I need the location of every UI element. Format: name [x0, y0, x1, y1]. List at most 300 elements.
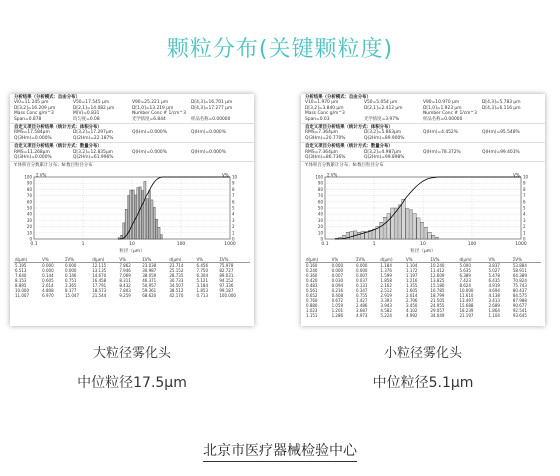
histogram-bar	[151, 200, 153, 239]
result-cell: D[3,2]=4.987μm	[364, 149, 402, 155]
y-axis-label: V%	[513, 172, 520, 178]
table-cell: 0.000	[42, 262, 54, 268]
result-section	[301, 124, 545, 143]
result-cell: D[4,3]=16.701 μm	[191, 100, 233, 106]
table-header: d(μm)	[379, 257, 405, 263]
result-cell: Q(Hm)=78.372%	[423, 149, 461, 155]
table-cell: 0.760	[306, 297, 318, 303]
table-cell: 1.172	[406, 267, 418, 273]
result-cell: Q(Hm)=95.548%	[482, 130, 520, 136]
histogram-bar	[156, 219, 158, 239]
table-cell: 18.239	[459, 307, 474, 313]
histogram-bar	[139, 187, 141, 239]
table-cell: 6.435	[488, 277, 500, 283]
y-tick-label: 30	[26, 217, 32, 223]
table-cell: 0.713	[196, 292, 208, 298]
result-cell: V90=25.221 μm	[132, 100, 169, 106]
table-cell: 5.224	[380, 312, 392, 318]
histogram-bar	[146, 199, 148, 239]
table-cell: 46.371	[142, 277, 157, 283]
table-cell: 28.735	[169, 272, 184, 278]
table-cell: 1.858	[380, 277, 392, 283]
table-cell: 2.919	[380, 292, 392, 298]
table-cell: 21.544	[92, 292, 107, 298]
table-cell: 5.027	[488, 267, 500, 273]
table-cell: 6.456	[196, 262, 208, 268]
result-cell: Q(2Hm)=22.187%	[73, 135, 114, 141]
table-cell: 13.135	[92, 267, 107, 273]
y-tick-label: 2	[232, 223, 235, 229]
y-tick-label: 100	[24, 174, 32, 180]
table-cell: 7.862	[119, 262, 131, 268]
report-small-nozzle	[301, 94, 545, 326]
x-axis-label: 粒径（μm）	[410, 248, 436, 254]
table-cell: 0.037	[356, 277, 368, 283]
table-header: ΣV%	[141, 257, 168, 263]
result-cell: D[3,2]=12.835μm	[73, 149, 113, 155]
table-header: V%	[118, 257, 141, 263]
table-cell: 1.023	[306, 307, 318, 313]
x-tick-label: 10	[129, 241, 135, 247]
table-cell: 1.104	[406, 262, 418, 268]
table-cell: 0.880	[306, 302, 318, 308]
table-cell: 7.640	[15, 272, 27, 278]
table-cell: 0.605	[42, 277, 54, 283]
result-cell: 样品名称=0.00000	[423, 116, 463, 122]
table-cell: 90.677	[512, 302, 527, 308]
table-cell: 12.609	[430, 272, 445, 278]
result-cell	[132, 155, 191, 160]
y-tick-label: 1	[232, 230, 235, 236]
footer-institution	[0, 440, 560, 460]
median-small-nozzle: 中位粒径5.1μm	[372, 375, 474, 391]
histogram-bar	[160, 235, 162, 239]
histogram-bar	[153, 207, 155, 239]
result-cell: D[3,2]=17.297μm	[73, 130, 113, 136]
table-cell: 34.507	[169, 282, 184, 288]
table-cell: 21.197	[459, 312, 474, 318]
result-cell: 均匀度=0.08	[73, 116, 100, 122]
result-cell: V50=17.545 μm	[73, 100, 110, 106]
table-cell: 21.505	[430, 297, 445, 303]
result-cell: Number Conc # 1/cm^3	[423, 111, 477, 117]
result-cell: Q(3Hm)=20.770%	[305, 135, 346, 141]
table-cell: 64.389	[512, 272, 527, 278]
table-cell: 0.007	[331, 272, 344, 278]
result-section	[10, 143, 254, 162]
table-cell: 16.785	[430, 287, 445, 293]
table-cell: 5.195	[15, 262, 27, 268]
table-cell: 4.919	[488, 282, 500, 288]
x-tick-label: 0.1	[321, 241, 329, 247]
y-tick-label: 90	[26, 180, 32, 186]
histogram-bar	[123, 223, 125, 239]
y-tick-label: 30	[317, 217, 323, 223]
table-header: ΣV%	[512, 257, 541, 263]
table-cell: 0.000	[356, 267, 368, 273]
table-cell: 15.688	[459, 302, 474, 308]
result-cell: Q(Hm)=0.000%	[191, 149, 226, 155]
result-cell: Mass Conc g/m^3	[305, 111, 345, 117]
data-table	[14, 257, 250, 298]
table-cell: 1.286	[331, 312, 344, 318]
y-tick-label: 50	[317, 205, 323, 211]
x-tick-label: 0.1	[30, 241, 38, 247]
y-tick-label: 100	[315, 174, 323, 180]
histogram-bar	[144, 181, 146, 239]
table-cell: 1.059	[331, 302, 344, 308]
table-cell: 5.121	[196, 277, 208, 283]
table-cell: 0.000	[331, 262, 344, 268]
table-cell: 23.038	[142, 262, 157, 268]
table-header: ΣV%	[429, 257, 458, 263]
distribution-chart	[305, 173, 541, 255]
table-cell: 0.408	[331, 292, 344, 298]
table-cell: 0.360	[306, 272, 318, 278]
y-tick-label: 70	[317, 192, 323, 198]
result-cell: Q(3Hm)=86.736%	[305, 155, 346, 161]
table-cell: 29.057	[430, 307, 445, 313]
data-table	[305, 257, 541, 318]
table-header: ΣV%	[355, 257, 379, 263]
caption-small-nozzle: 小粒径雾化头	[383, 346, 462, 361]
table-cell: 82.727	[219, 267, 234, 273]
y-tick-label: 3	[523, 217, 526, 223]
histogram-bar	[413, 213, 416, 238]
table-cell: 30.733	[169, 277, 184, 283]
y-tick-label: 40	[26, 211, 32, 217]
y-tick-label: 70	[26, 192, 32, 198]
result-cell: V10=1.970 μm	[305, 100, 339, 106]
table-header: d(μm)	[305, 257, 331, 263]
table-cell: 8.311	[119, 277, 131, 283]
histogram-bar	[428, 232, 431, 239]
table-cell: 89.031	[219, 272, 234, 278]
y-tick-label: 6	[523, 199, 526, 205]
result-section	[301, 94, 545, 124]
y-tick-label: 7	[232, 192, 235, 198]
table-cell: 30.987	[142, 267, 157, 273]
histogram-bar	[391, 208, 394, 239]
table-cell: 7.803	[119, 287, 131, 293]
table-cell: 24.955	[430, 302, 445, 308]
table-cell: 92.541	[512, 307, 527, 313]
table-cell: 75.978	[219, 262, 234, 268]
table-cell: 18.799	[430, 292, 445, 298]
table-cell: 11.412	[430, 267, 445, 273]
section-heading: 自定义项目分析结果（统计方式：体积分布）	[14, 125, 102, 131]
table-cell: 0.160	[306, 262, 318, 268]
result-cell: D[4,3]=17.277 μm	[191, 105, 233, 111]
table-cell: 0.751	[65, 277, 77, 283]
y-tick-label: 20	[317, 223, 323, 229]
table-cell: 4.138	[488, 292, 500, 298]
result-cell: D[1,0]=1.923 μm	[423, 105, 462, 111]
x-axis-label: 粒径（μm）	[119, 248, 145, 254]
y-tick-label: 6	[232, 199, 235, 205]
x-tick-label: 1	[81, 241, 85, 247]
histogram-bar	[424, 227, 427, 239]
table-cell: 0.216	[331, 287, 344, 293]
table-cell: 8.153	[15, 277, 27, 283]
table-row	[14, 293, 250, 298]
table-cell: 0.000	[42, 267, 54, 273]
table-cell: 3.184	[196, 282, 208, 288]
table-cell: 6.304	[196, 272, 208, 278]
result-cell: D[4,3]=6.116 μm	[482, 105, 521, 111]
result-cell: RMS=7.364μm	[305, 149, 338, 155]
table-cell: 3.413	[488, 297, 500, 303]
table-cell: 0.000	[65, 267, 77, 273]
section-heading: 分析结果（分析模式：自由分布）	[14, 95, 80, 100]
table-cell: 16.458	[92, 277, 107, 283]
table-cell: 1.104	[488, 312, 500, 318]
result-cell: D[2,1]=14.082 μm	[73, 105, 115, 111]
result-section	[301, 143, 545, 162]
table-cell: 1.376	[380, 267, 392, 273]
table-cell: 70.824	[512, 277, 527, 283]
table-cell: 7.069	[119, 272, 131, 278]
y-axis-label: Σ V%	[327, 172, 338, 178]
y-tick-label: 60	[317, 199, 323, 205]
table-header: V%	[487, 257, 511, 263]
histogram-bar	[158, 227, 160, 239]
y-tick-label: 50	[26, 205, 32, 211]
histogram-bar	[130, 190, 132, 239]
table-cell: 12.115	[92, 262, 107, 268]
histogram-bar	[380, 222, 383, 239]
y-tick-label: 10	[523, 174, 529, 180]
histogram-bar	[357, 232, 360, 239]
result-cell	[482, 136, 541, 141]
histogram-bar	[142, 191, 144, 239]
table-cell: 3.450	[406, 302, 418, 308]
y-tick-label: 0	[232, 236, 235, 242]
x-tick-label: 100	[176, 241, 186, 247]
result-cell: RMS=7.364μm	[305, 130, 338, 136]
section-heading: 自定义项目分析结果（统计方式：数量分布）	[14, 144, 102, 150]
median-large-nozzle: 中位粒径17.5μm	[77, 375, 187, 391]
footer-text: 北京市医疗器械检验中心	[203, 443, 357, 462]
report-large-nozzle	[10, 94, 254, 326]
result-cell: M(V)=0.831	[73, 111, 100, 117]
table-cell: 7.946	[119, 267, 131, 273]
x-tick-label: 10	[420, 241, 426, 247]
y-tick-label: 5	[232, 205, 235, 211]
result-cell: D[1,0]=13.219 μm	[132, 105, 174, 111]
result-cell: Span=0.878	[14, 116, 42, 122]
table-cell: 84.575	[512, 292, 527, 298]
chart-legend: Y:体积百分数累计分布；N:数目粒径分布	[14, 163, 93, 169]
table-cell: 1.216	[406, 277, 418, 283]
y-tick-label: 40	[317, 211, 323, 217]
y-tick-label: 8	[232, 186, 235, 192]
result-section	[10, 94, 254, 124]
table-cell: 0.146	[65, 272, 77, 278]
table-cell: 68.620	[142, 292, 157, 298]
histogram-bar	[350, 231, 353, 238]
table-cell: 6.389	[459, 272, 471, 278]
table-header: d(μm)	[458, 257, 487, 263]
result-cell: Q(Hm)=0.000%	[132, 130, 167, 136]
table-cell: 100.000	[219, 292, 236, 298]
x-tick-label: 1000	[515, 241, 527, 247]
result-cell: D[4,3]=5.783 μm	[482, 100, 521, 106]
table-cell: 5.478	[488, 272, 500, 278]
table-cell: 2.486	[356, 302, 368, 308]
table-cell: 0.755	[356, 292, 368, 298]
table-cell: 10.000	[15, 287, 29, 293]
table-cell: 1.853	[196, 287, 208, 293]
result-cell: Q(3Hm)=0.000%	[14, 155, 52, 161]
table-cell: 4.694	[488, 287, 500, 293]
table-cell: 0.030	[331, 277, 344, 283]
table-cell: 5.000	[459, 262, 471, 268]
page-title: 颗粒分布(关键颗粒度)	[166, 37, 394, 62]
y-tick-label: 7	[523, 192, 526, 198]
y-tick-label: 5	[523, 205, 526, 211]
table-cell: 38.512	[169, 287, 184, 293]
y-tick-label: 10	[232, 174, 238, 180]
y-tick-label: 9	[523, 180, 526, 186]
table-cell: 13.825	[430, 277, 445, 283]
table-cell: 15.180	[430, 282, 445, 288]
y-tick-label: 8	[523, 186, 526, 192]
table-cell: 4.102	[406, 307, 418, 313]
histogram-bar	[432, 235, 435, 239]
y-tick-label: 4	[232, 211, 235, 217]
y-tick-label: 0	[29, 236, 32, 242]
table-cell: 23.714	[169, 262, 184, 268]
table-cell: 4.973	[356, 312, 368, 318]
table-cell: 0.240	[306, 267, 318, 273]
y-tick-label: 20	[26, 223, 32, 229]
histogram-bar	[417, 218, 420, 239]
histogram-bar	[435, 237, 438, 239]
table-cell: 80.437	[512, 287, 527, 293]
caption-large-nozzle: 大粒径雾化头	[92, 346, 171, 361]
table-cell: 3.943	[380, 302, 392, 308]
x-tick-label: 1000	[224, 241, 236, 247]
table-cell: 1.151	[306, 312, 318, 318]
histogram-bar	[409, 210, 412, 239]
table-cell: 4.992	[406, 312, 418, 318]
table-cell: 0.094	[331, 282, 344, 288]
table-cell: 34.049	[430, 312, 445, 318]
table-cell: 8.895	[15, 282, 27, 288]
table-cell: 1.599	[380, 272, 392, 278]
result-cell	[423, 136, 482, 141]
table-cell: 8.432	[119, 282, 131, 288]
table-cell: 8.624	[459, 282, 471, 288]
chart-legend: Y:体积百分数累计分布；N:数目粒径分布	[305, 163, 384, 169]
table-cell: 10.240	[430, 262, 445, 268]
table-cell: 1.201	[331, 307, 344, 313]
table-cell: 50.957	[142, 282, 157, 288]
table-header: d(μm)	[91, 257, 118, 263]
y-tick-label: 10	[26, 230, 32, 236]
result-cell: Q(2Hm)=89.900%	[364, 135, 405, 141]
y-tick-label: 9	[232, 180, 235, 186]
table-cell: 3.687	[356, 307, 368, 313]
result-cell	[132, 136, 191, 141]
table-cell: 2.014	[406, 292, 418, 298]
table-cell: 0.000	[331, 267, 344, 273]
table-cell: 11.610	[459, 292, 474, 298]
table-cell: 15.047	[65, 292, 80, 298]
table-cell: 58.911	[512, 267, 527, 273]
y-tick-label: 90	[317, 180, 323, 186]
histogram-bar	[398, 205, 401, 239]
section-heading: 自定义项目分析结果（统计方式：体积分布）	[305, 125, 393, 131]
result-cell: D[3,2]=5.863μm	[364, 130, 402, 136]
result-cell: Q(2Hm)=99.898%	[364, 155, 405, 161]
result-cell: 光学浓度=3.97%	[364, 116, 400, 122]
result-section	[10, 124, 254, 143]
result-cell: Mass Conc g/m^3	[14, 111, 54, 117]
table-cell: 1.427	[356, 297, 368, 303]
table-cell: 94.152	[219, 277, 234, 283]
y-tick-label: 3	[232, 217, 235, 223]
result-cell: Q(Hm)=4.452%	[423, 130, 458, 136]
table-cell: 17.791	[92, 282, 107, 288]
table-cell: 1.184	[380, 262, 392, 268]
table-cell: 0.420	[306, 277, 318, 283]
table-header: V%	[196, 257, 219, 263]
y-axis-label: V%	[222, 172, 229, 178]
histogram-bar	[132, 190, 134, 239]
result-cell: D[2,1]=2.412 μm	[364, 105, 403, 111]
table-header: V%	[331, 257, 355, 263]
result-cell	[191, 155, 250, 160]
table-header: V%	[41, 257, 64, 263]
table-cell: 7.423	[459, 277, 471, 283]
result-cell: Q(Hm)=0.000%	[191, 130, 226, 136]
table-cell: 2.689	[488, 302, 500, 308]
table-cell: 38.059	[142, 272, 157, 278]
table-cell: 18.573	[92, 287, 107, 293]
table-cell: 8.177	[65, 287, 77, 293]
y-tick-label: 0	[320, 236, 323, 242]
y-tick-label: 4	[523, 211, 526, 217]
table-cell: 42.170	[169, 292, 184, 298]
table-cell: 1.355	[406, 282, 418, 288]
table-cell: 59.361	[142, 287, 157, 293]
table-cell: 9.259	[119, 292, 131, 298]
result-cell: Q(Hm)=0.000%	[132, 149, 167, 155]
table-cell: 99.187	[219, 287, 234, 293]
result-cell: Vi0=11.245 μm	[14, 100, 49, 106]
table-cell: 5.635	[459, 267, 471, 273]
result-cell: Q(Hm)=99.403%	[482, 149, 520, 155]
result-cell	[482, 117, 541, 122]
table-row	[305, 313, 541, 318]
result-cell: D[3,2]=3.840 μm	[305, 105, 344, 111]
table-cell: 75.743	[512, 282, 527, 288]
result-cell: 样品名称=0.00000	[191, 116, 231, 122]
table-cell: 0.000	[65, 262, 77, 268]
result-cell: V90=10.970 μm	[423, 100, 460, 106]
result-cell: Q(2Hm)=61.996%	[73, 155, 114, 161]
histogram-bar	[149, 191, 151, 239]
table-cell: 14.670	[92, 272, 107, 278]
table-cell: 6.513	[15, 267, 27, 273]
result-cell	[423, 155, 482, 160]
table-cell: 7.750	[196, 267, 208, 273]
table-cell: 0.483	[306, 282, 318, 288]
table-header: d(μm)	[168, 257, 195, 263]
table-cell: 97.336	[219, 282, 234, 288]
